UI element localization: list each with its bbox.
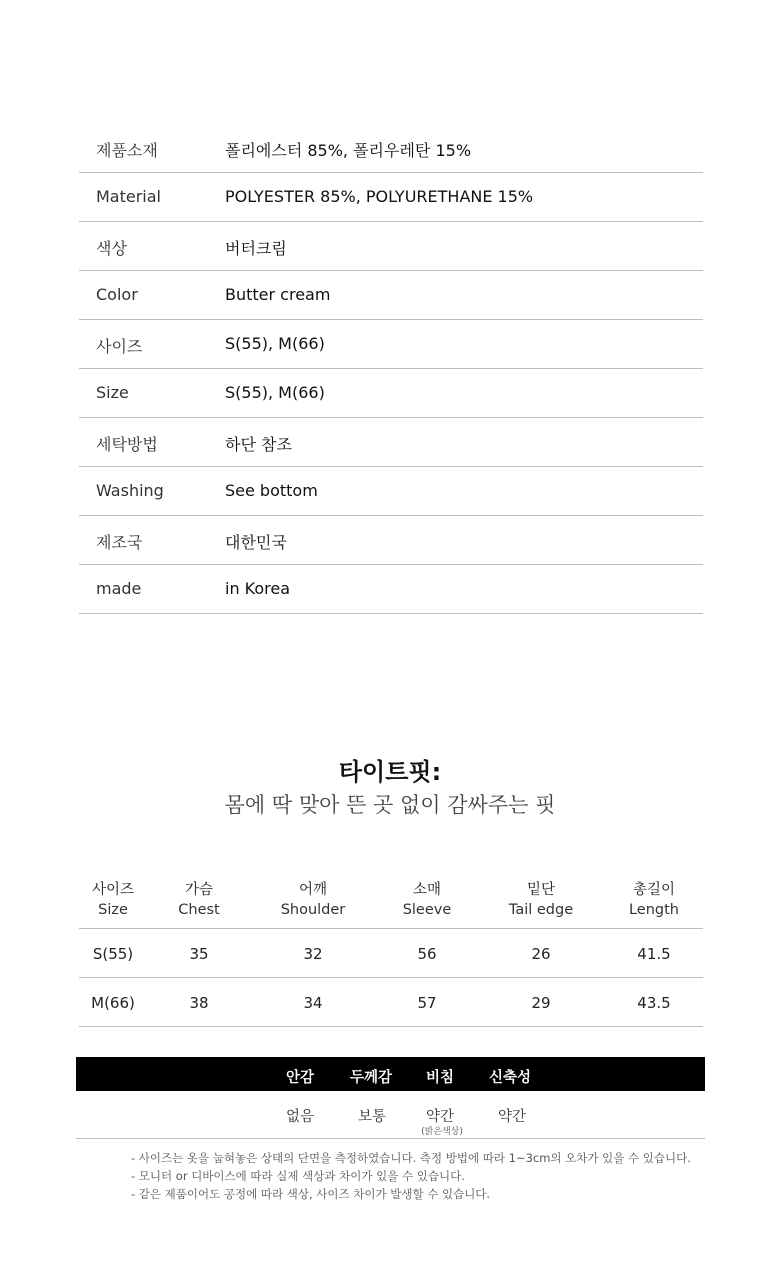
info-label: 세탁방법	[96, 435, 158, 454]
chest-cell: 35	[189, 945, 209, 963]
header-ko: 소매	[412, 882, 441, 898]
header-en: Size	[98, 902, 128, 918]
info-row-material-en	[79, 173, 703, 222]
size-cell: S(55)	[92, 945, 134, 963]
info-value: POLYESTER 85%, POLYURETHANE 15%	[225, 187, 534, 206]
info-row-washing-ko	[79, 418, 703, 467]
length-cell: 43.5	[637, 994, 671, 1012]
info-value: 대한민국	[225, 533, 287, 552]
info-label: made	[96, 579, 142, 598]
info-value: 버터크림	[225, 239, 287, 258]
info-value: S(55), M(66)	[225, 334, 325, 353]
header-en: Chest	[178, 902, 220, 918]
sleeve-cell: 57	[417, 994, 437, 1012]
info-value: 하단 참조	[225, 435, 292, 454]
attr-header-stretch: 신축성	[488, 1070, 532, 1086]
table-row	[79, 978, 703, 1027]
info-label: 색상	[96, 239, 127, 258]
shoulder-cell: 34	[303, 994, 323, 1012]
shoulder-cell: 32	[303, 945, 323, 963]
info-row-origin-ko	[79, 516, 703, 565]
header-sleeve	[372, 872, 482, 928]
divider	[76, 1138, 705, 1139]
info-label: Size	[96, 383, 129, 402]
attr-value-thickness: 보통	[357, 1109, 386, 1125]
info-row-color-en	[79, 271, 703, 320]
info-value: 폴리에스터 85%, 폴리우레탄 15%	[225, 141, 472, 160]
header-ko: 밑단	[526, 882, 555, 898]
fit-title: 타이트핏:	[338, 758, 442, 786]
header-chest	[144, 872, 254, 928]
info-row-washing-en	[79, 467, 703, 516]
header-tail-edge	[486, 872, 596, 928]
info-label: Washing	[96, 481, 164, 500]
attr-header-sheerness: 비침	[425, 1070, 454, 1086]
info-label: 사이즈	[96, 337, 143, 356]
note-item: - 같은 제품이어도 공정에 따라 색상, 사이즈 차이가 발생할 수 있습니다.	[131, 1187, 491, 1201]
tail-edge-cell: 29	[531, 994, 551, 1012]
header-en: Shoulder	[280, 902, 346, 918]
header-ko: 어깨	[298, 882, 327, 898]
info-value: S(55), M(66)	[225, 383, 325, 402]
attr-value-sheerness: 약간	[425, 1109, 454, 1125]
info-label: 제조국	[96, 533, 143, 552]
chest-cell: 38	[189, 994, 209, 1012]
header-ko: 가슴	[184, 882, 213, 898]
info-value: in Korea	[225, 579, 291, 598]
table-row	[79, 929, 703, 978]
length-cell: 41.5	[637, 945, 671, 963]
info-row-origin-en	[79, 565, 703, 614]
header-ko: 총길이	[632, 882, 676, 898]
note-item: - 사이즈는 옷을 눕혀놓은 상태의 단면을 측정하였습니다. 측정 방법에 따라 1~3cm의 오차가 있을 수 있습니다.	[131, 1151, 691, 1165]
fit-subtitle: 몸에 딱 맞아 뜬 곳 없이 감싸주는 핏	[224, 793, 556, 817]
size-table	[79, 872, 703, 1027]
info-row-material-ko	[79, 124, 703, 173]
info-value: See bottom	[225, 481, 318, 500]
attr-value-stretch: 약간	[497, 1109, 526, 1125]
attr-header-thickness: 두께감	[349, 1070, 393, 1086]
header-en: Tail edge	[508, 902, 574, 918]
attr-header-lining: 안감	[285, 1070, 314, 1086]
info-row-size-en	[79, 369, 703, 418]
info-label: 제품소재	[96, 141, 158, 160]
size-table-header	[79, 872, 703, 929]
header-ko: 사이즈	[91, 882, 135, 898]
tail-edge-cell: 26	[531, 945, 551, 963]
header-en: Sleeve	[402, 902, 452, 918]
info-label: Color	[96, 285, 138, 304]
sleeve-cell: 56	[417, 945, 437, 963]
attr-value-lining: 없음	[285, 1109, 314, 1125]
info-row-color-ko	[79, 222, 703, 271]
note-item: - 모니터 or 디바이스에 따라 실제 색상과 차이가 있을 수 있습니다.	[131, 1169, 465, 1183]
header-length	[599, 872, 709, 928]
notes-list	[131, 1149, 691, 1203]
product-info-table	[79, 124, 703, 614]
header-en: Length	[628, 902, 679, 918]
header-shoulder	[258, 872, 368, 928]
info-value: Butter cream	[225, 285, 331, 304]
info-label: Material	[96, 187, 161, 206]
size-cell: M(66)	[91, 994, 135, 1012]
attr-note-sheerness: (밝은색상)	[421, 1127, 463, 1137]
info-row-size-ko	[79, 320, 703, 369]
